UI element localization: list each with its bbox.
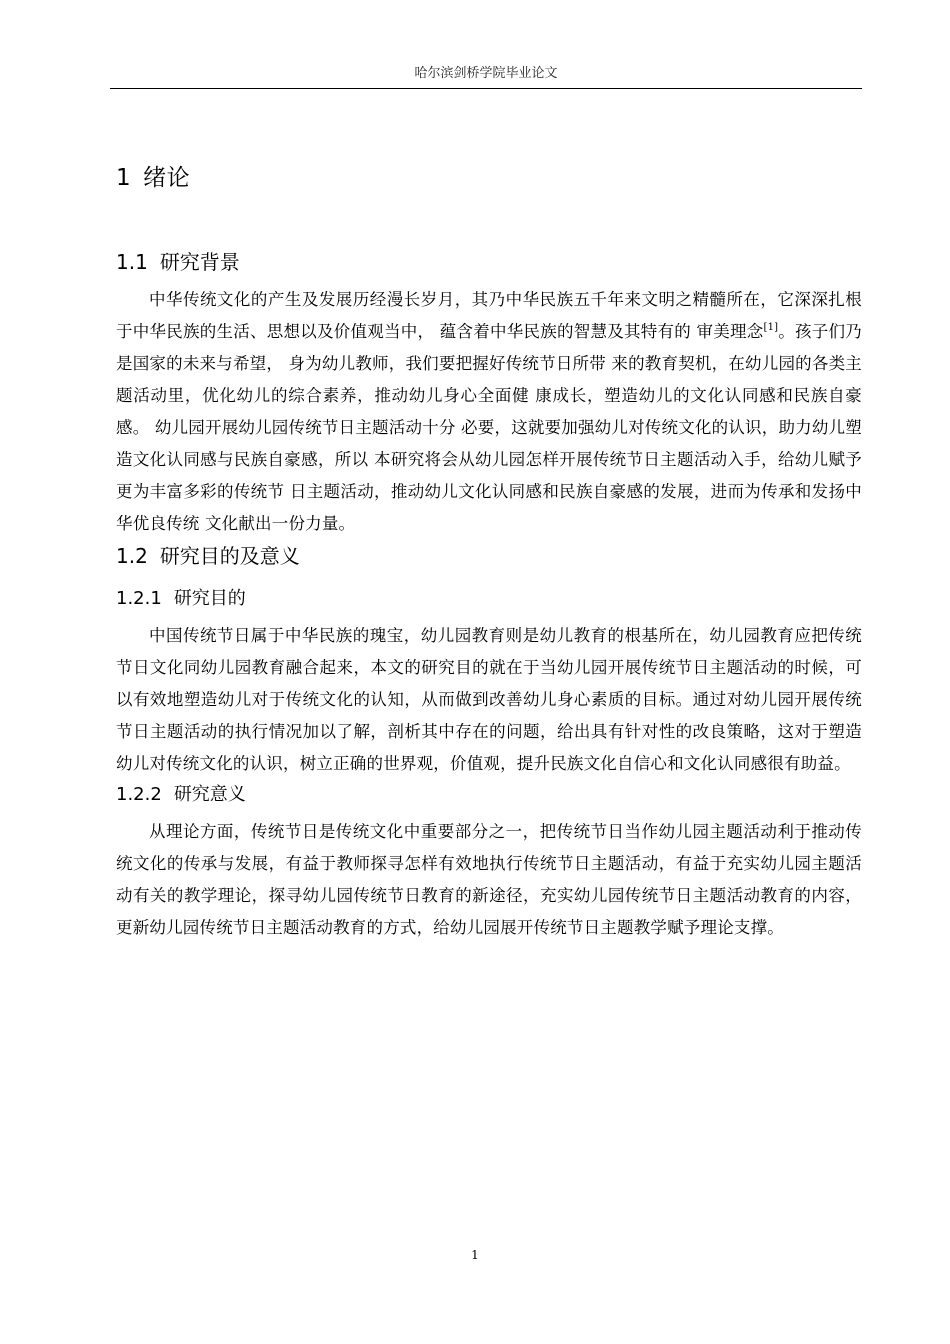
background-paragraph xyxy=(116,284,862,540)
section-heading-purpose-significance xyxy=(116,542,862,570)
section-title: 研究背景 xyxy=(159,250,240,274)
subsection-number: 1.2.1 xyxy=(116,588,162,609)
chapter-title: 绪论 xyxy=(143,165,191,191)
section-number: 1.1 xyxy=(116,250,148,274)
citation-marker: [1] xyxy=(763,322,779,333)
page-number: 1 xyxy=(471,1248,479,1262)
page-header xyxy=(110,60,862,89)
subsection-title: 研究意义 xyxy=(173,784,246,805)
subsection-heading-purpose xyxy=(116,586,862,612)
section-heading-background xyxy=(116,248,862,276)
subsection-number: 1.2.2 xyxy=(116,784,162,805)
section-number: 1.2 xyxy=(116,544,148,568)
background-text-part1: 中华传统文化的产生及发展历经漫长岁月，其乃中华民族五千年来文明之精髓所在，它深深扎根于中华民族的生活、思想以及价值观当中， 蕴含着中华民族的智慧及其特有的 审美理念 xyxy=(116,290,862,341)
header-title: 哈尔滨剑桥学院毕业论文 xyxy=(414,66,558,81)
significance-paragraph: 从理论方面，传统节日是传统文化中重要部分之一，把传统节日当作幼儿园主题活动利于推动传统文化的传承与发展，有益于教师探寻怎样有效地执行传统节日主题活动，有益于充实幼儿园主题活动有关的教学理论，探寻幼儿园传统节日教育的新途径，充实幼儿园传统节日主题活动教育的内容，更新幼儿园传统节日主题活动教育的方式，给幼儿园展开传统节日主题教学赋予理论支撑。 xyxy=(116,822,862,937)
purpose-paragraph: 中国传统节日属于中华民族的瑰宝，幼儿园教育则是幼儿教育的根基所在，幼儿园教育应把传统节日文化同幼儿园教育融合起来，本文的研究目的就在于当幼儿园开展传统节日主题活动的时候，可以有效地塑造幼儿对于传统文化的认知，从而做到改善幼儿身心素质的目标。通过对幼儿园开展传统节日主题活动的执行情况加以了解，剖析其中存在的问题，给出具有针对性的改良策略，这对于塑造幼儿对传统文化的认识，树立正确的世界观，价值观，提升民族文化自信心和文化认同感很有助益。 xyxy=(116,626,862,773)
subsection-title: 研究目的 xyxy=(173,588,246,609)
chapter-number: 1 xyxy=(116,165,132,191)
section-title: 研究目的及意义 xyxy=(159,544,300,568)
background-text-part2: 。孩子们乃是国家的未来与希望， 身为幼儿教师，我们要把握好传统节日所带 来的教育契机，在幼儿园的各类主题活动里，优化幼儿的综合素养，推动幼儿身心全面健 康成长，塑造幼儿的文化认同感和民族自豪感。 幼儿园开展幼儿园传统节日主题活动十分 必要，这就要加强幼儿对传统文化的认识，助力幼儿塑造文化认同感与民族自豪感，所以 本研究将会从幼儿园怎样开展传统节日主题活动入手，给幼儿赋予更为丰富多彩的传统节 日主题活动，推动幼儿文化认同感和民族自豪感的发展，进而为传承和发扬中华优良传统 文化献出一份力量。 xyxy=(116,322,862,533)
subsection-heading-significance xyxy=(116,782,862,808)
chapter-heading xyxy=(116,162,862,194)
document-body xyxy=(116,150,862,946)
